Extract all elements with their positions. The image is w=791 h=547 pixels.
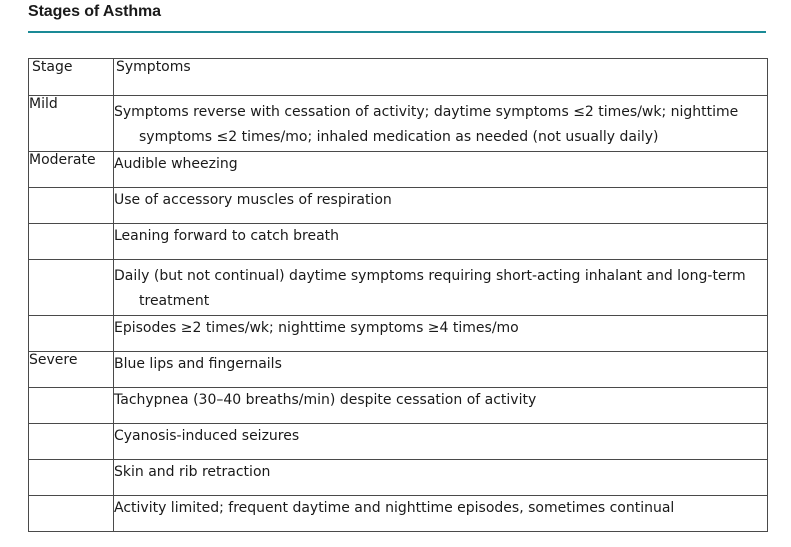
symptom-cell: Tachypnea (30–40 breaths/min) despite cessation of activity <box>114 388 768 424</box>
symptom-cell: Skin and rib retraction <box>114 460 768 496</box>
symptom-cell: Leaning forward to catch breath <box>114 224 768 260</box>
table-row <box>29 188 768 224</box>
symptom-text: Daily (but not continual) daytime symptoms requiring short-acting inhalant and long-term treatment <box>114 268 746 309</box>
table-row <box>29 224 768 260</box>
symptom-cell: Use of accessory muscles of respiration <box>114 188 768 224</box>
stage-column-header: Stage <box>29 59 114 96</box>
stage-cell <box>29 424 114 460</box>
stage-cell <box>29 224 114 260</box>
asthma-stages-table <box>28 58 768 532</box>
symptom-cell: Activity limited; frequent daytime and nighttime episodes, sometimes continual <box>114 496 768 532</box>
stage-cell <box>29 460 114 496</box>
table-row <box>29 424 768 460</box>
symptom-cell <box>114 260 768 316</box>
stage-cell: Severe <box>29 352 114 388</box>
table-row <box>29 460 768 496</box>
symptom-cell <box>114 96 768 152</box>
table-row <box>29 316 768 352</box>
table-row <box>29 496 768 532</box>
symptom-text: Symptoms reverse with cessation of activity; daytime symptoms ≤2 times/wk; nighttime symptoms ≤2 times/mo; inhaled medication as needed (not usually daily) <box>114 104 739 145</box>
symptom-cell: Audible wheezing <box>114 152 768 188</box>
stage-cell <box>29 316 114 352</box>
table-row <box>29 152 768 188</box>
symptom-cell: Episodes ≥2 times/wk; nighttime symptoms ≥4 times/mo <box>114 316 768 352</box>
stage-cell <box>29 496 114 532</box>
stage-cell <box>29 260 114 316</box>
table-row <box>29 388 768 424</box>
symptom-cell: Cyanosis-induced seizures <box>114 424 768 460</box>
symptom-cell: Blue lips and fingernails <box>114 352 768 388</box>
table-row <box>29 96 768 152</box>
table-header-row <box>29 59 768 96</box>
symptoms-column-header: Symptoms <box>114 59 768 96</box>
stage-cell: Mild <box>29 96 114 152</box>
title-divider <box>28 31 766 33</box>
stage-cell <box>29 188 114 224</box>
stage-cell <box>29 388 114 424</box>
stage-cell: Moderate <box>29 152 114 188</box>
page-title: Stages of Asthma <box>28 3 161 20</box>
table-row <box>29 260 768 316</box>
table-row <box>29 352 768 388</box>
